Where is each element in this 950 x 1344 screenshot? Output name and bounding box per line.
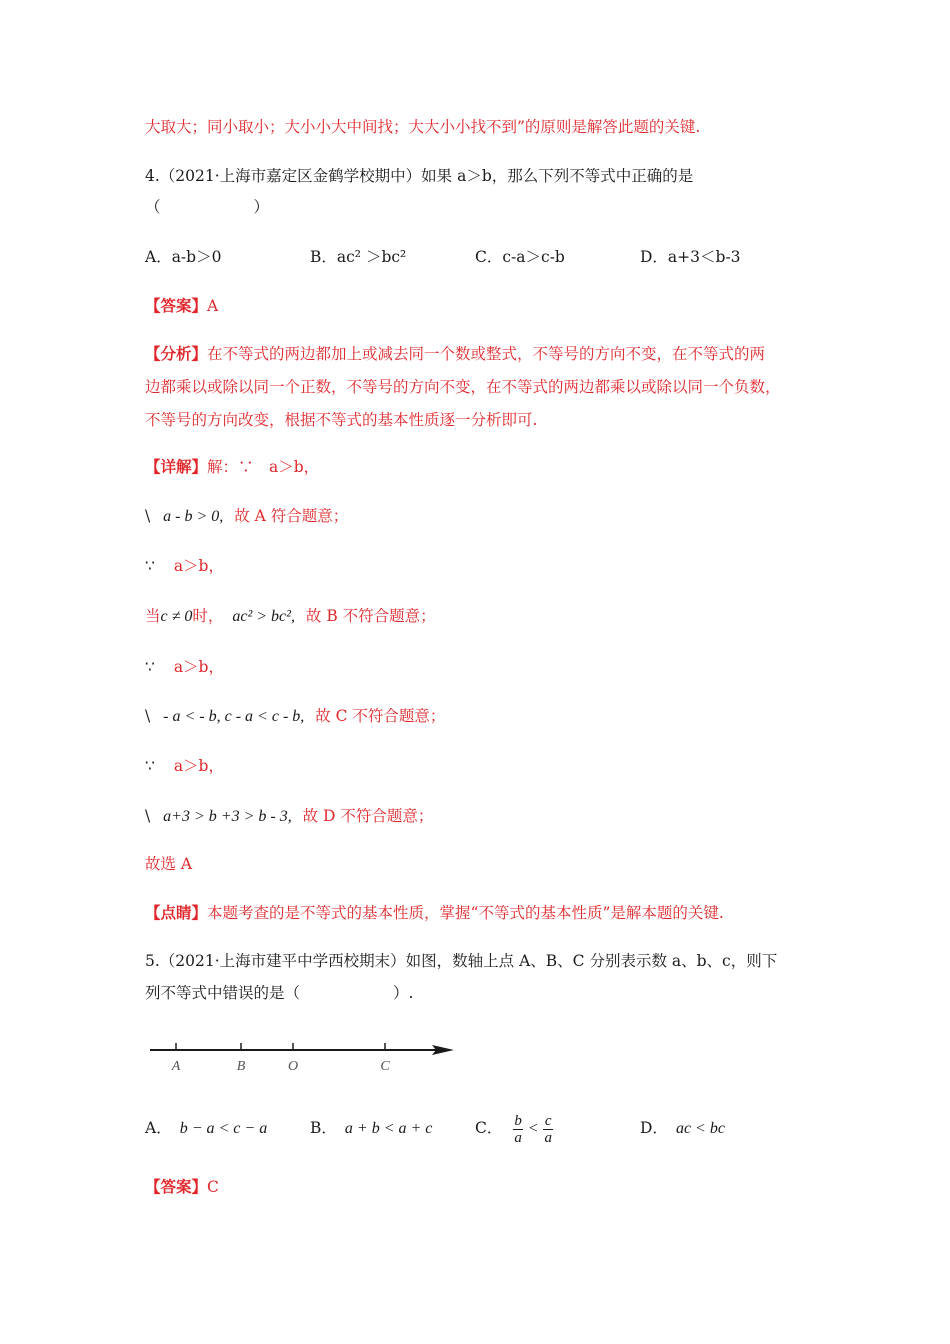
therefore-symbol: \ xyxy=(145,707,151,725)
label-a: A xyxy=(171,1059,181,1074)
denominator: a xyxy=(514,1129,522,1146)
q5-option-b xyxy=(310,1118,432,1139)
q4-step-3 xyxy=(145,606,436,627)
q4-step-4 xyxy=(145,657,224,677)
therefore-symbol: \ xyxy=(145,507,151,525)
answer-value: C xyxy=(207,1178,219,1196)
label-b: B xyxy=(236,1059,246,1074)
step-text: a＞b， xyxy=(173,557,224,575)
q4-option-b: B．ac² ＞bc² xyxy=(310,248,407,266)
step-text: a＞b， xyxy=(173,658,224,676)
answer-tag: 【答案】 xyxy=(145,296,208,315)
q4-option-d: D．a+3＜b-3 xyxy=(640,248,741,266)
step-math: ac² > bc², xyxy=(232,608,295,625)
step-math: - a < - b, c - a < c - b, xyxy=(163,708,305,725)
q4-stem: 4.（2021·上海市嘉定区金鹤学校期中）如果 a＞b，那么下列不等式中正确的是 xyxy=(145,167,694,185)
q4-paren: （ ） xyxy=(145,198,270,216)
q4-step-1 xyxy=(145,506,348,527)
fraction-b-over-a xyxy=(513,1113,523,1146)
q4-analysis-line-2: 边都乘以或除以同一个正数，不等号的方向不变，在不等式的两边都乘以或除以同一个负数， xyxy=(145,378,781,396)
detail-tag: 【详解】 xyxy=(145,457,208,476)
q4-answer xyxy=(145,296,218,316)
numerator: c xyxy=(544,1112,552,1129)
comment-tag: 【点睛】 xyxy=(145,903,208,922)
option-math: b − a < c − a xyxy=(179,1120,268,1137)
fraction-c-over-a xyxy=(543,1113,553,1146)
option-label: C． xyxy=(475,1119,503,1137)
q4-option-a: A．a-b＞0 xyxy=(145,248,222,266)
q4-detail xyxy=(145,457,319,477)
denominator: a xyxy=(544,1129,552,1146)
option-label: D． xyxy=(640,1119,668,1137)
q4-step-7 xyxy=(145,806,433,827)
number-line xyxy=(148,1035,458,1080)
step-lead: 当 xyxy=(145,607,161,625)
top-note: 大取大；同小取小；大小小大中间找；大大小小找不到”的原则是解答此题的关键. xyxy=(145,118,701,136)
comment-text: 本题考查的是不等式的基本性质，掌握“不等式的基本性质”是解本题的关键. xyxy=(207,904,724,922)
numerator: b xyxy=(514,1112,522,1129)
q4-step-5 xyxy=(145,706,445,727)
q5-stem-line-2: 列不等式中错误的是（ ）. xyxy=(145,984,414,1002)
step-note: 故 D 不符合题意； xyxy=(302,807,434,825)
q5-stem-line-1: 5.（2021·上海市建平中学西校期末）如图，数轴上点 A、B、C 分别表示数 a、b、c，则下 xyxy=(145,952,778,970)
q5-answer xyxy=(145,1177,219,1197)
step-mid: 时， xyxy=(192,607,224,625)
because-symbol: ∵ xyxy=(145,757,155,775)
therefore-symbol: \ xyxy=(145,807,151,825)
q4-analysis-line-3: 不等号的方向改变，根据不等式的基本性质逐一分析即可. xyxy=(145,411,538,429)
detail-start: 解：∵ a＞b， xyxy=(207,458,320,476)
option-label: B． xyxy=(310,1119,337,1137)
q4-step-2 xyxy=(145,556,224,576)
q4-analysis-line-1 xyxy=(145,344,765,364)
q4-choose: 故选 A xyxy=(145,855,193,873)
step-math: a - b > 0, xyxy=(163,508,224,525)
analysis-tag: 【分析】 xyxy=(145,344,208,363)
step-note: 故 A 符合题意； xyxy=(234,507,349,525)
option-math: ac < bc xyxy=(675,1120,725,1137)
analysis-text: 在不等式的两边都加上或减去同一个数或整式，不等号的方向不变，在不等式的两 xyxy=(207,345,766,363)
option-math: a + b < a + c xyxy=(344,1120,433,1137)
step-note: 故 B 不符合题意； xyxy=(305,607,436,625)
option-label: A． xyxy=(145,1119,172,1137)
step-math: a+3 > b +3 > b - 3, xyxy=(163,808,292,825)
q5-option-a xyxy=(145,1118,267,1139)
q4-step-6 xyxy=(145,756,224,776)
answer-tag: 【答案】 xyxy=(145,1177,208,1196)
less-than: < xyxy=(527,1120,539,1137)
step-math: c ≠ 0 xyxy=(160,608,193,625)
because-symbol: ∵ xyxy=(145,658,155,676)
label-c: C xyxy=(380,1059,390,1074)
label-o: O xyxy=(287,1059,299,1074)
because-symbol: ∵ xyxy=(145,557,155,575)
q5-option-d xyxy=(640,1118,725,1139)
answer-value: A xyxy=(207,297,219,315)
q4-comment xyxy=(145,903,724,923)
step-text: a＞b， xyxy=(173,757,224,775)
q4-option-c: C．c-a＞c-b xyxy=(475,248,565,266)
step-note: 故 C 不符合题意； xyxy=(315,707,446,725)
q5-option-c xyxy=(475,1108,553,1149)
